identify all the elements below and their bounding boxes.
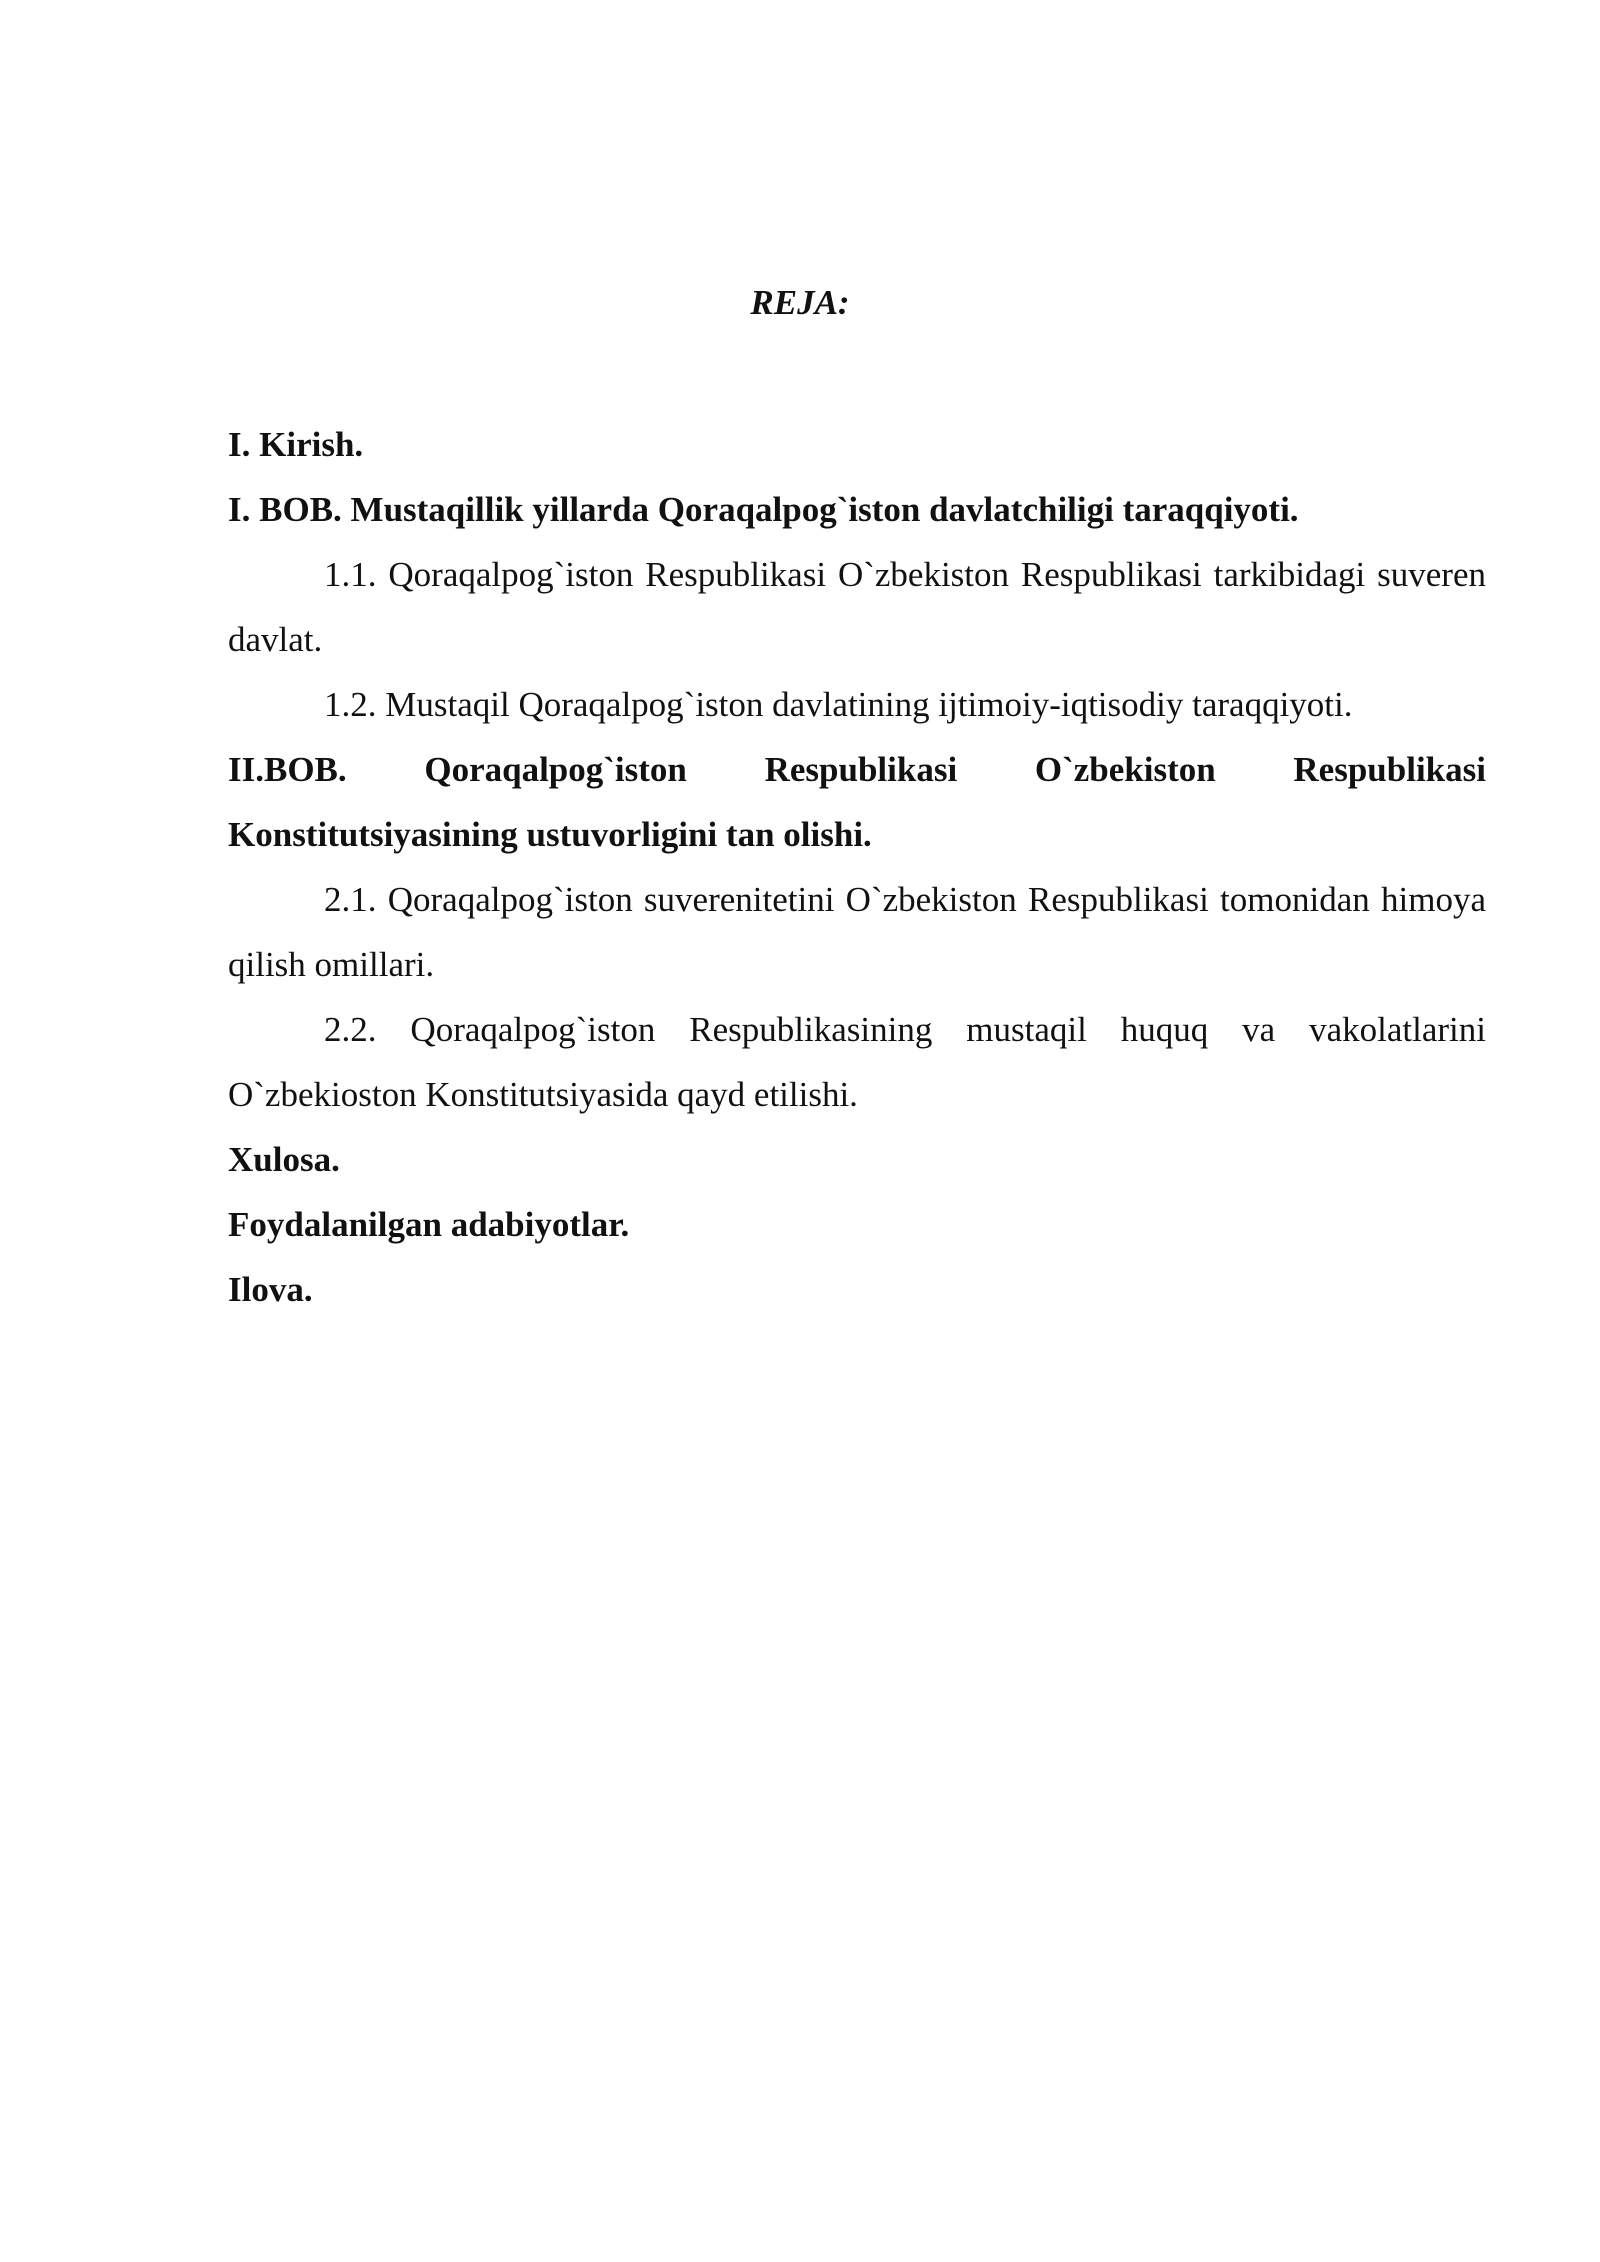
item-chapter-2: II.BOB. Qoraqalpog`iston Respublikasi O`zbekiston Respublikasi Konstitutsiyasining ustuvorligini tan olishi. xyxy=(228,750,1486,854)
item-section-1-1: 1.1. Qoraqalpog`iston Respublikasi O`zbekiston Respublikasi tarkibidagi suveren davlat. xyxy=(228,555,1486,659)
item-appendix: Ilova. xyxy=(228,1270,313,1309)
item-section-2-1: 2.1. Qoraqalpog`iston suverenitetini O`zbekiston Respublikasi tomonidan himoya qilish omillari. xyxy=(228,880,1486,984)
item-conclusion: Xulosa. xyxy=(228,1140,340,1179)
item-introduction: I. Kirish. xyxy=(228,425,364,464)
page-title: REJA: xyxy=(750,283,850,322)
item-references: Foydalanilgan adabiyotlar. xyxy=(228,1205,630,1244)
item-chapter-1: I. BOB. Mustaqillik yillarda Qoraqalpog`iston davlatchiligi taraqqiyoti. xyxy=(228,490,1299,529)
item-section-1-2: 1.2. Mustaqil Qoraqalpog`iston davlatining ijtimoiy-iqtisodiy taraqqiyoti. xyxy=(324,685,1353,724)
item-section-2-2: 2.2. Qoraqalpog`iston Respublikasining mustaqil huquq va vakolatlarini O`zbekioston Konstitutsiyasida qayd etilishi. xyxy=(228,1010,1486,1114)
plan-list xyxy=(228,412,1486,1322)
